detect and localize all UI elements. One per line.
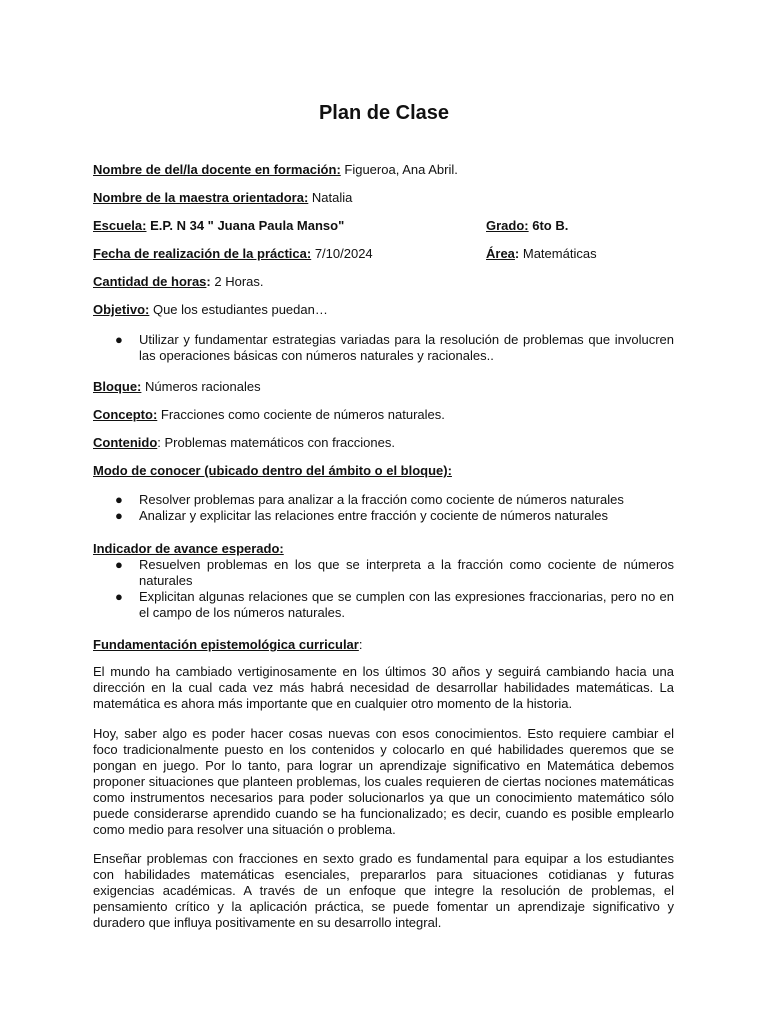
paragraph: Enseñar problemas con fracciones en sexto grado es fundamental para equipar a los estudiantes con habilidades matemáticas esenciales, prepararlos para situaciones cotidianas y futuras exigencias académicas. A través de un enfoque que integre la resolución de problemas, el pensamiento crítico y la aplicación práctica, se puede fomentar un aprendizaje significativo y duradero que influya positivamente en su desarrollo integral. [93,851,674,930]
objetivo-value: Que los estudiantes puedan… [149,302,328,317]
modo-list [93,492,674,524]
page-title: Plan de Clase [318,102,450,124]
objetivo-item-text: Utilizar y fundamentar estrategias variadas para la resolución de problemas que involucren las operaciones básicas con números naturales y racionales.. [139,332,674,363]
bullet-icon: ● [115,332,123,347]
concepto-line [93,407,445,423]
escuela-value: E.P. N 34 " Juana Paula Manso" [146,218,345,233]
modo-item-text: Resolver problemas para analizar a la fracción como cociente de números naturales [139,492,624,507]
objetivo-list [93,332,674,364]
escuela-label: Escuela: [93,218,147,233]
fundamentacion-heading [93,637,362,653]
list-item [93,332,674,364]
grado-line [486,218,568,234]
paragraph: Hoy, saber algo es poder hacer cosas nuevas con esos conocimientos. Esto requiere cambiar el foco tradicionalmente puesto en los contenidos y colocarlo en qué habilidades queremos que se pongan en juego. Por lo tanto, para lograr un aprendizaje significativo en Matemática debemos proponer situaciones que planteen problemas, los cuales requieren de ciertas nociones matemáticas como instrumentos necesarios para poder solucionarlos ya que un conocimiento matemático sólo puede considerarse aprendido cuando se ha funcionalizado; es decir, cuando es posible emplearlo como medio para resolver una situación o problema. [93,726,674,837]
bullet-icon: ● [115,508,123,523]
horas-value: 2 Horas. [210,274,264,289]
concepto-label: Concepto: [93,407,158,422]
maestra-value: Natalia [308,190,353,205]
bloque-line [93,379,261,395]
fundamentacion-colon: : [358,637,363,652]
area-line [486,246,597,262]
horas-colon: : [206,274,211,289]
objetivo-line [93,302,328,318]
docente-line [93,162,458,178]
escuela-line [93,218,344,234]
indicador-label: Indicador de avance esperado: [93,541,284,556]
list-item [93,589,674,621]
contenido-label: Contenido [93,435,158,450]
list-item [93,492,674,508]
bullet-icon: ● [115,557,123,572]
indicador-item-text: Explicitan algunas relaciones que se cumplen con las expresiones fraccionarias, pero no en el campo de los números naturales. [139,589,674,620]
area-label: Área [486,246,515,261]
list-item [93,508,674,524]
fecha-label: Fecha de realización de la práctica: [93,246,312,261]
docente-value: Figueroa, Ana Abril. [340,162,458,177]
indicador-heading [93,541,284,557]
area-value: Matemáticas [519,246,597,261]
objetivo-label: Objetivo: [93,302,150,317]
horas-label: Cantidad de horas [93,274,207,289]
modo-item-text: Analizar y explicitar las relaciones entre fracción y cociente de números naturales [139,508,608,523]
fecha-line [93,246,373,262]
docente-label: Nombre de del/la docente en formación: [93,162,341,177]
contenido-line [93,435,395,451]
bullet-icon: ● [115,492,123,507]
modo-label: Modo de conocer (ubicado dentro del ámbito o el bloque): [93,463,452,478]
paragraph: El mundo ha cambiado vertiginosamente en los últimos 30 años y seguirá cambiando hacia una dirección en la cual cada vez más habrá necesidad de desarrollar habilidades matemáticas. La matemática es ahora más importante que en cualquier otro momento de la historia. [93,664,674,711]
modo-heading [93,463,452,479]
bloque-value: Números racionales [141,379,261,394]
maestra-line [93,190,352,206]
horas-line [93,274,264,290]
bullet-icon: ● [115,589,123,604]
bloque-label: Bloque: [93,379,142,394]
list-item [93,557,674,589]
grado-value: 6to B. [528,218,569,233]
concepto-value: Fracciones como cociente de números naturales. [157,407,445,422]
fecha-value: 7/10/2024 [311,246,373,261]
grado-label: Grado: [486,218,529,233]
fundamentacion-label: Fundamentación epistemológica curricular [93,637,359,652]
indicador-list [93,557,674,621]
maestra-label: Nombre de la maestra orientadora: [93,190,309,205]
indicador-item-text: Resuelven problemas en los que se interpreta a la fracción como cociente de números naturales [139,557,674,588]
area-colon: : [514,246,520,261]
contenido-value: : Problemas matemáticos con fracciones. [157,435,395,450]
